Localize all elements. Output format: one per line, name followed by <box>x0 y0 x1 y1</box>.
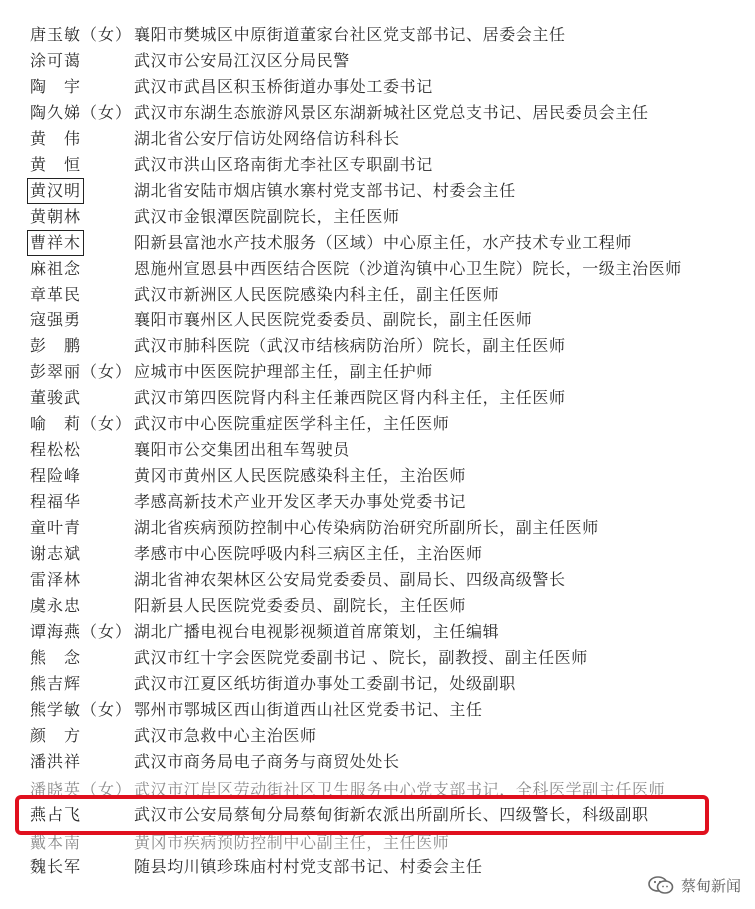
list-item <box>0 152 755 178</box>
person-name: 涂可蔼 <box>30 50 82 70</box>
person-name: 寇强勇 <box>30 310 82 330</box>
person-title: 阳新县富池水产技术服务（区域）中心原主任，水产技术专业工程师 <box>134 232 633 252</box>
person-title: 鄂州市鄂城区西山街道西山社区党委书记、主任 <box>134 699 483 719</box>
person-name: 雷泽林 <box>30 569 82 589</box>
person-name: 燕占飞 <box>30 805 82 824</box>
person-name: 唐玉敏（女） <box>30 25 133 44</box>
wechat-icon <box>647 875 675 895</box>
person-title: 武汉市商务局电子商务与商贸处处长 <box>134 751 400 771</box>
list-item <box>0 541 755 567</box>
person-name: 程福华 <box>30 492 82 512</box>
person-title: 武汉市公安局江汉区分局民警 <box>134 50 350 70</box>
watermark-text: 蔡甸新闻 <box>680 876 741 895</box>
watermark <box>647 873 741 897</box>
person-title: 武汉市中心医院重症医学科主任，主任医师 <box>134 414 450 434</box>
list-item <box>0 411 755 437</box>
person-name: 章革民 <box>30 284 82 304</box>
person-name: 黄 伟 <box>30 128 82 148</box>
person-name: 魏长军 <box>30 857 82 876</box>
person-title: 武汉市急救中心主治医师 <box>134 725 317 745</box>
list-item <box>0 567 755 593</box>
person-name: 谭海燕（女） <box>30 621 133 641</box>
person-title: 武汉市肺科医院（武汉市结核病防治所）院长，副主任医师 <box>134 336 566 356</box>
person-title: 恩施州宣恩县中西医结合医院（沙道沟镇中心卫生院）院长，一级主治医师 <box>134 258 682 278</box>
list-item <box>0 48 755 74</box>
list-item <box>0 645 755 671</box>
person-title: 湖北省神农架林区公安局党委委员、副局长、四级高级警长 <box>134 569 566 589</box>
highlight-box <box>15 795 709 835</box>
list-item <box>0 593 755 619</box>
person-name: 彭 鹏 <box>30 336 82 356</box>
person-title: 襄阳市公交集团出租车驾驶员 <box>134 440 350 460</box>
list-item <box>0 463 755 489</box>
person-title: 应城市中医医院护理部主任，副主任护师 <box>134 362 433 382</box>
list-item <box>0 230 755 256</box>
person-name: 黄 恒 <box>30 154 82 174</box>
list-item <box>0 307 755 333</box>
person-title: 黄冈市疾病预防控制中心副主任，主任医师 <box>134 833 450 852</box>
person-name: 董骏武 <box>30 388 82 408</box>
person-title: 武汉市新洲区人民医院感染内科主任，副主任医师 <box>134 284 500 304</box>
list-item <box>0 178 755 204</box>
list-item <box>0 256 755 282</box>
person-title: 武汉市第四医院肾内科主任兼西院区肾内科主任，主任医师 <box>134 388 566 408</box>
person-title: 湖北省疾病预防控制中心传染病防治研究所副所长，副主任医师 <box>134 518 599 538</box>
person-title: 武汉市洪山区珞南街尤李社区专职副书记 <box>134 154 433 174</box>
person-name: 彭翠丽（女） <box>30 362 133 382</box>
person-name: 颜 方 <box>30 725 82 745</box>
person-name: 黄朝林 <box>30 206 82 226</box>
person-title: 武汉市武昌区积玉桥街道办事处工委书记 <box>134 76 433 96</box>
list-item <box>0 359 755 385</box>
person-title: 孝感市中心医院呼吸内科三病区主任，主治医师 <box>134 544 483 563</box>
list-item <box>0 333 755 359</box>
person-name: 陶久娣（女） <box>30 102 133 122</box>
person-title: 武汉市江夏区纸坊街道办事处工委副书记，处级副职 <box>134 673 516 693</box>
person-name: 虞永忠 <box>30 595 82 615</box>
person-name: 戴本南 <box>30 833 82 852</box>
person-title: 湖北广播电视台电视影视频道首席策划，主任编辑 <box>134 621 500 641</box>
person-name: 程险峰 <box>30 466 82 486</box>
person-name: 麻祖念 <box>30 258 82 278</box>
person-title: 阳新县人民医院党委委员、副院长，主任医师 <box>134 595 467 615</box>
person-name: 喻 莉（女） <box>30 414 133 434</box>
person-title: 武汉市东湖生态旅游风景区东湖新城社区党总支书记、居民委员会主任 <box>134 102 649 122</box>
person-name: 潘洪祥 <box>30 751 82 771</box>
list-item <box>0 385 755 411</box>
list-item <box>0 671 755 697</box>
person-title: 黄冈市黄州区人民医院感染科主任，主治医师 <box>134 466 467 486</box>
person-name: 熊吉辉 <box>30 673 82 693</box>
list-item <box>0 74 755 100</box>
person-name: 陶 宇 <box>30 76 82 96</box>
list-item <box>0 489 755 515</box>
person-name: 熊 念 <box>30 647 82 667</box>
person-title: 随县均川镇珍珠庙村村党支部书记、村委会主任 <box>134 857 483 876</box>
person-title: 孝感高新技术产业开发区孝天办事处党委书记 <box>134 492 467 512</box>
person-title: 武汉市公安局蔡甸分局蔡甸街新农派出所副所长、四级警长，科级副职 <box>134 805 649 824</box>
list-item <box>0 126 755 152</box>
list-item <box>0 697 755 723</box>
person-name: 潘晓英（女） <box>30 780 133 799</box>
person-name: 黄汉明 <box>27 178 84 204</box>
list-item <box>0 100 755 126</box>
person-title: 襄阳市襄州区人民医院党委委员、副院长，副主任医师 <box>134 310 533 330</box>
list-item <box>0 22 755 48</box>
list-item <box>0 437 755 463</box>
person-title: 湖北省安陆市烟店镇水寨村党支部书记、村委会主任 <box>134 180 516 200</box>
list-item <box>0 723 755 749</box>
list-item <box>0 749 755 775</box>
list-item <box>0 204 755 230</box>
list-item <box>0 619 755 645</box>
person-title: 武汉市红十字会医院党委副书记 、院长，副教授、副主任医师 <box>134 647 588 667</box>
list-item <box>0 282 755 308</box>
person-name: 程松松 <box>30 440 82 460</box>
person-name: 曹祥木 <box>27 230 84 256</box>
person-title: 武汉市江岸区劳动街社区卫生服务中心党支部书记，全科医学副主任医师 <box>134 780 666 799</box>
person-name: 童叶青 <box>30 518 82 538</box>
list-item <box>0 515 755 541</box>
person-name: 谢志斌 <box>30 544 82 563</box>
person-title: 武汉市金银潭医院副院长，主任医师 <box>134 206 400 226</box>
person-title: 襄阳市樊城区中原街道董家台社区党支部书记、居委会主任 <box>134 25 566 44</box>
person-title: 湖北省公安厅信访处网络信访科科长 <box>134 128 400 148</box>
list-item <box>0 854 755 880</box>
person-name: 熊学敏（女） <box>30 699 133 719</box>
